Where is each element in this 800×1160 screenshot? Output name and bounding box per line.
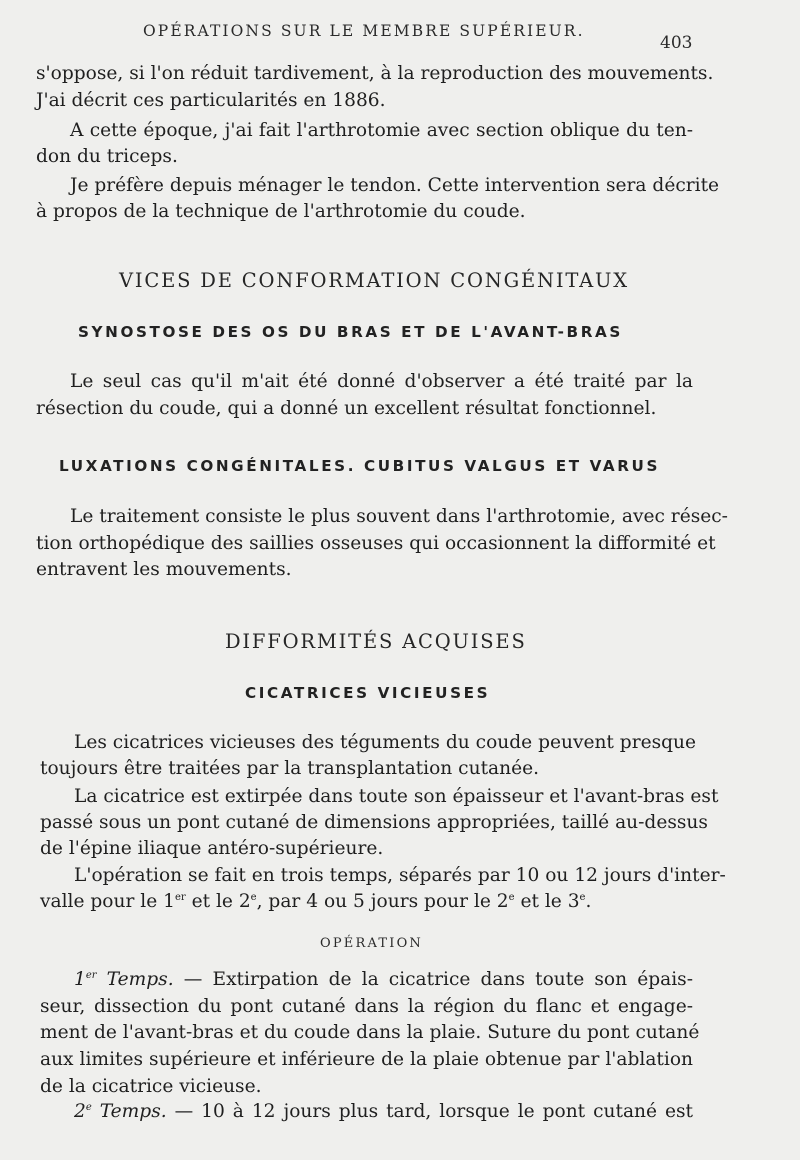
text-line: Le traitement consiste le plus souvent dans l'arthrotomie, avec résec- xyxy=(70,506,728,527)
text-line: résection du coude, qui a donné un excellent résultat fonctionnel. xyxy=(36,398,657,419)
text-line: J'ai décrit ces particularités en 1886. xyxy=(36,90,386,111)
text-line: s'oppose, si l'on réduit tardivement, à la reproduction des mouvements. xyxy=(36,63,714,84)
subsection-heading: LUXATIONS CONGÉNITALES. CUBITUS VALGUS ET VARUS xyxy=(59,457,661,475)
section-title: DIFFORMITÉS ACQUISES xyxy=(225,630,527,653)
text-line: seur, dissection du pont cutané dans la région du flanc et engage- xyxy=(40,996,693,1017)
text-line: passé sous un pont cutané de dimensions appropriées, taillé au-dessus xyxy=(40,812,708,833)
text-line: don du triceps. xyxy=(36,146,178,167)
section-title: VICES DE CONFORMATION CONGÉNITAUX xyxy=(119,269,629,292)
operation-heading: OPÉRATION xyxy=(320,936,423,951)
subsection-heading: CICATRICES VICIEUSES xyxy=(245,684,491,702)
text-line: Je préfère depuis ménager le tendon. Cette intervention sera décrite xyxy=(70,175,720,196)
text-line: A cette époque, j'ai fait l'arthrotomie avec section oblique du ten- xyxy=(70,120,693,141)
text-line: tion orthopédique des saillies osseuses qui occasionnent la difformité et xyxy=(36,533,716,554)
text-line: L'opération se fait en trois temps, séparés par 10 ou 12 jours d'inter- xyxy=(74,865,726,886)
text-line: valle pour le 1er et le 2e, par 4 ou 5 jours pour le 2e et le 3e. xyxy=(40,891,592,912)
page-number: 403 xyxy=(660,33,693,53)
text-line: aux limites supérieure et inférieure de la plaie obtenue par l'ablation xyxy=(40,1049,693,1070)
text-line: toujours être traitées par la transplantation cutanée. xyxy=(40,758,540,779)
running-head: OPÉRATIONS SUR LE MEMBRE SUPÉRIEUR. xyxy=(143,22,585,40)
text-line: ment de l'avant-bras et du coude dans la plaie. Suture du pont cutané xyxy=(40,1022,700,1043)
text-line: Les cicatrices vicieuses des téguments du coude peuvent presque xyxy=(74,732,697,753)
text-line: de l'épine iliaque antéro-supérieure. xyxy=(40,838,384,859)
text-line: 2e Temps. — 10 à 12 jours plus tard, lorsque le pont cutané est xyxy=(74,1101,693,1122)
text-line: La cicatrice est extirpée dans toute son épaisseur et l'avant-bras est xyxy=(74,786,719,807)
text-line: de la cicatrice vicieuse. xyxy=(40,1076,262,1097)
text-line: Le seul cas qu'il m'ait été donné d'observer a été traité par la xyxy=(70,371,693,392)
text-line: entravent les mouvements. xyxy=(36,559,292,580)
text-line: 1er Temps. — Extirpation de la cicatrice dans toute son épais- xyxy=(74,969,694,990)
subsection-heading: SYNOSTOSE DES OS DU BRAS ET DE L'AVANT-BRAS xyxy=(78,323,623,341)
text-line: à propos de la technique de l'arthrotomie du coude. xyxy=(36,201,526,222)
